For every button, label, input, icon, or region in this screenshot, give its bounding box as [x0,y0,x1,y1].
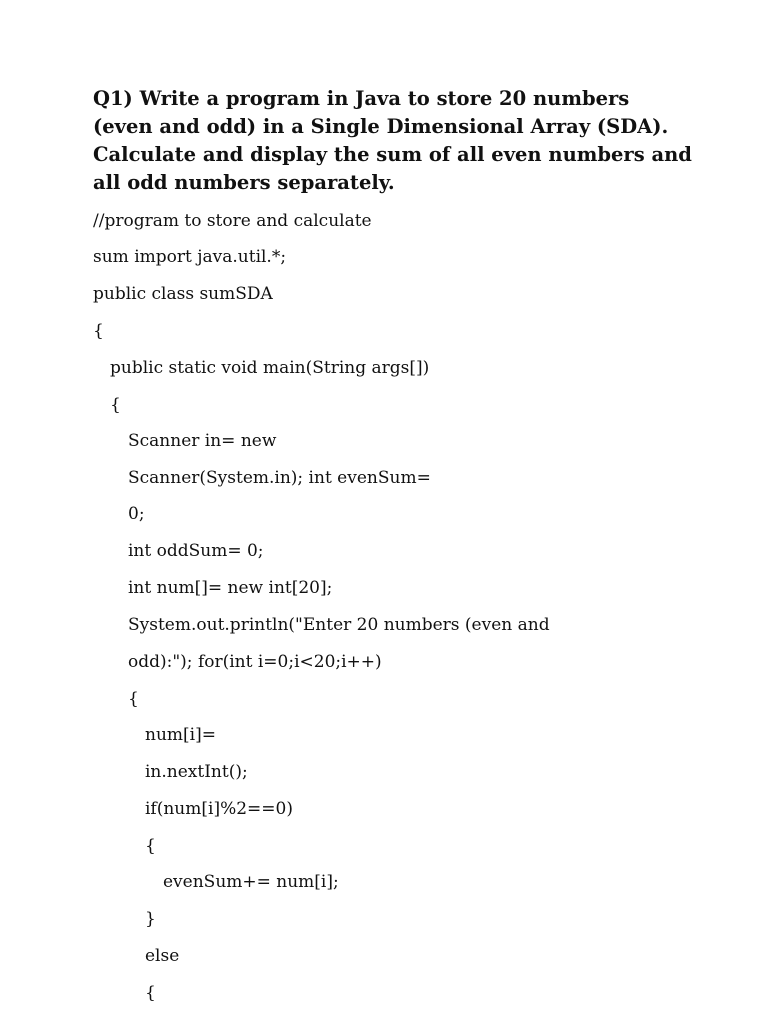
code-line: if(num[i]%2==0) [145,799,293,819]
code-line: public static void main(String args[]) [110,358,430,378]
code-line: 0; [128,504,145,524]
code-line: else [145,946,180,966]
code-line: { [128,689,139,709]
code-line: in.nextInt(); [145,762,248,782]
code-line: System.out.println("Enter 20 numbers (even and [128,615,550,635]
code-line: Scanner in= new [128,431,277,451]
code-line: odd):"); for(int i=0;i<20;i++) [128,652,382,672]
code-line: int num[]= new int[20]; [128,578,333,598]
code-line: evenSum+= num[i]; [163,872,339,892]
question-heading: Q1) Write a program in Java to store 20 numbers (even and odd) in a Single Dimensional Array (SDA). Calculate and display the sum of all even numbers and all odd numbers separately. [93,87,692,194]
code-line: int oddSum= 0; [128,541,264,561]
code-line: public class sumSDA [93,284,273,304]
code-line: sum import java.util.*; [93,247,287,267]
code-line: Scanner(System.in); int evenSum= [128,468,431,488]
code-line: //program to store and calculate [93,211,372,231]
code-line: { [93,321,104,341]
code-line: { [145,836,156,856]
code-line: } [145,909,156,929]
code-line: { [110,395,121,415]
code-line: { [145,983,156,1003]
code-line: num[i]= [145,725,216,745]
